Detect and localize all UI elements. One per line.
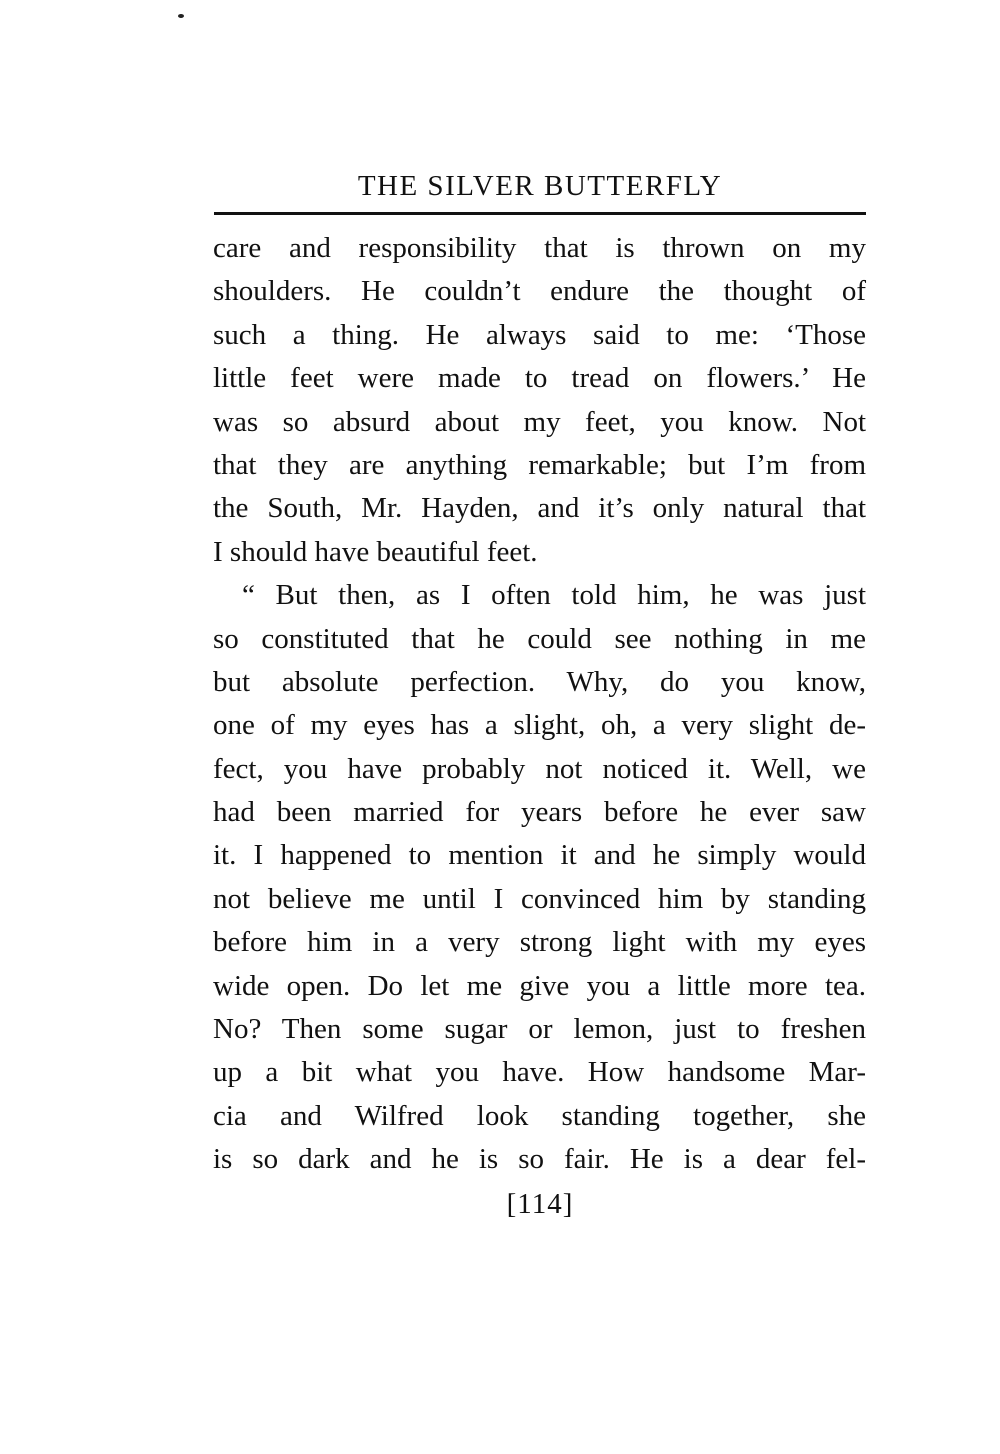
text-line: so constituted that he could see nothing in me: [213, 622, 866, 655]
text-line: but absolute perfection. Why, do you know,: [213, 665, 866, 698]
text-line: care and responsibility that is thrown on my: [213, 232, 866, 264]
text-line: the South, Mr. Hayden, and it’s only natural that: [213, 492, 866, 525]
text-line: up a bit what you have. How handsome Mar-: [213, 1056, 866, 1089]
header-rule: [214, 212, 866, 215]
text-line: one of my eyes has a slight, oh, a very slight de-: [213, 709, 866, 742]
text-line: cia and Wilfred look standing together, she: [213, 1099, 866, 1132]
text-line: No? Then some sugar or lemon, just to freshen: [213, 1013, 866, 1046]
text-line: that they are anything remarkable; but I’m from: [213, 448, 866, 481]
text-line: fect, you have probably not noticed it. Well, we: [213, 752, 866, 785]
text-line: was so absurd about my feet, you know. Not: [213, 405, 866, 438]
text-line: is so dark and he is so fair. He is a dear fel-: [213, 1143, 866, 1176]
text-line: “ But then, as I often told him, he was just: [242, 579, 866, 612]
text-line: not believe me until I convinced him by standing: [213, 882, 866, 915]
text-line: wide open. Do let me give you a little more tea.: [213, 969, 866, 1002]
text-line: little feet were made to tread on flowers.’ He: [213, 362, 866, 395]
text-line: I should have beautiful feet.: [213, 535, 538, 568]
text-line: shoulders. He couldn’t endure the thought of: [213, 275, 866, 308]
page-number: [114]: [506, 1188, 574, 1220]
text-line: such a thing. He always said to me: ‘Those: [213, 318, 866, 351]
scan-speck: [178, 14, 184, 18]
text-line: it. I happened to mention it and he simply would: [213, 839, 866, 872]
text-line: before him in a very strong light with my eyes: [213, 926, 866, 959]
running-head: THE SILVER BUTTERFLY: [357, 170, 723, 202]
text-line: had been married for years before he ever saw: [213, 796, 866, 829]
body-text: [213, 227, 866, 1182]
